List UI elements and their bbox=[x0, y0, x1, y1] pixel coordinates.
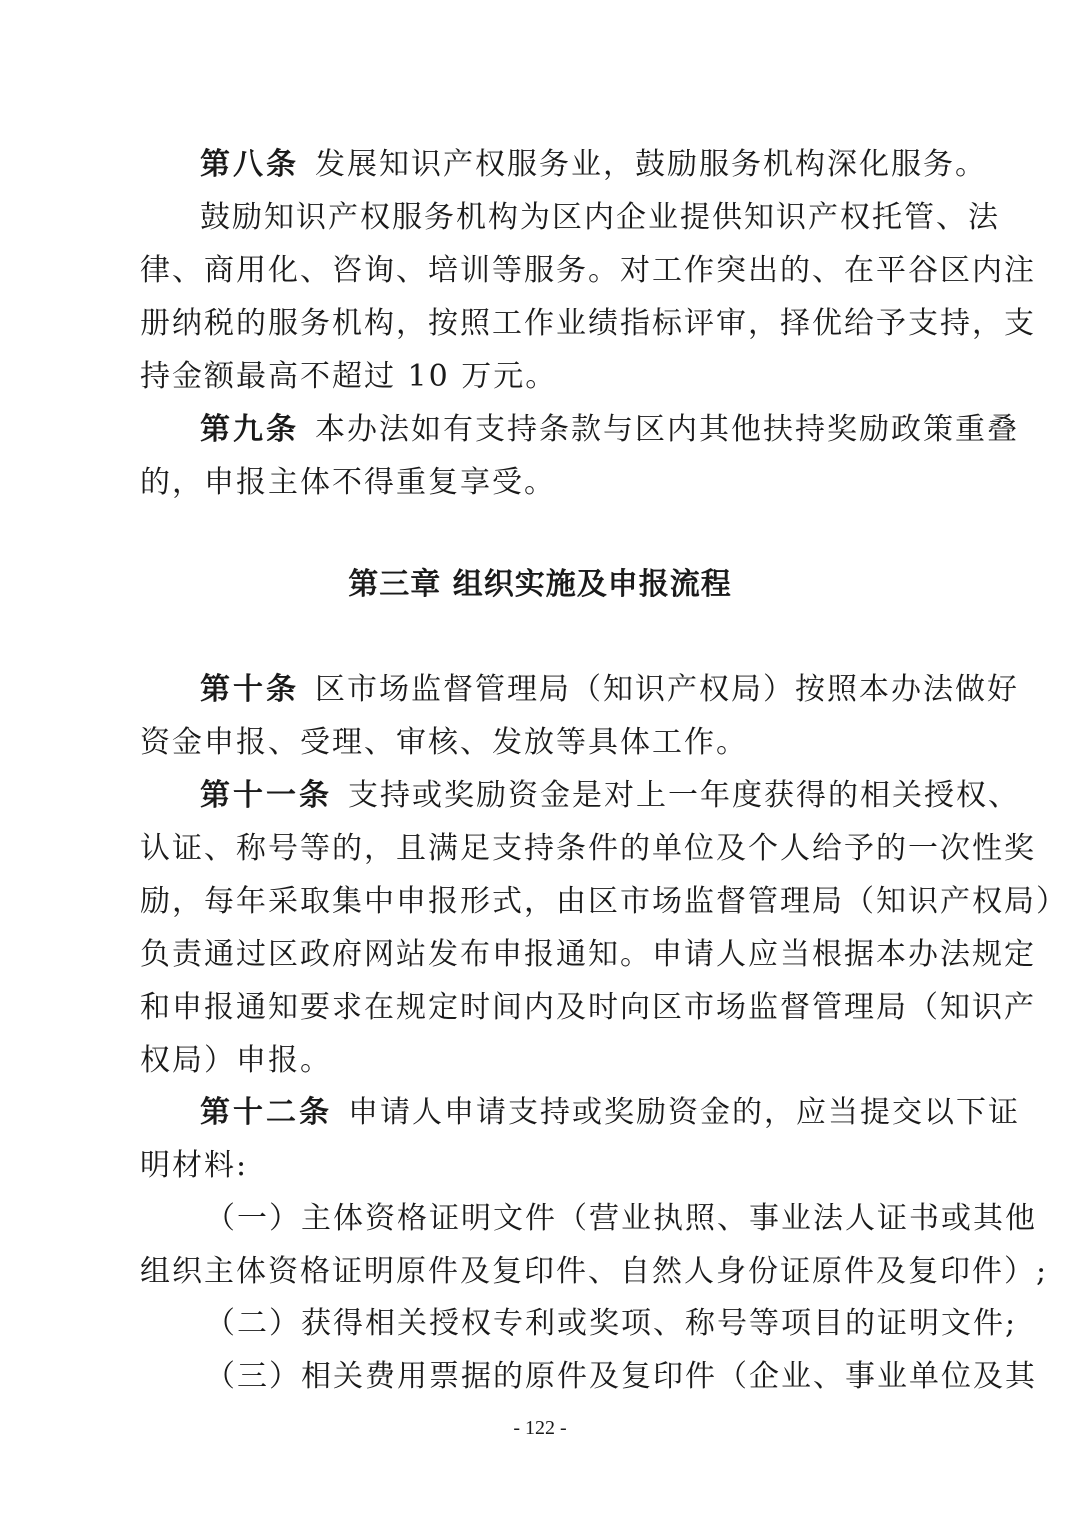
article-9-line-2: 的，申报主体不得重复享受。 bbox=[140, 465, 556, 500]
article-8-para-2-line-3: 册纳税的服务机构，按照工作业绩指标评审，择优给予支持，支 bbox=[140, 306, 1036, 341]
article-8-para-2-line-4: 持金额最高不超过 10 万元。 bbox=[140, 359, 558, 394]
article-12-item-1-line-2: 组织主体资格证明原件及复印件、自然人身份证原件及复印件）; bbox=[140, 1254, 1049, 1289]
article-12-item-2-line-1: （二）获得相关授权专利或奖项、称号等项目的证明文件; bbox=[205, 1306, 1018, 1341]
article-10-line-2: 资金申报、受理、审核、发放等具体工作。 bbox=[140, 725, 748, 760]
article-10-line-1 bbox=[200, 670, 1019, 710]
article-12-item-1-line-1: （一）主体资格证明文件（营业执照、事业法人证书或其他 bbox=[205, 1201, 1037, 1236]
article-11-line-3: 励，每年采取集中申报形式，由区市场监督管理局（知识产权局） bbox=[140, 884, 1068, 919]
article-8-para-2-line-2: 律、商用化、咨询、培训等服务。对工作突出的、在平谷区内注 bbox=[140, 253, 1036, 288]
article-11-title: 第十一条 bbox=[200, 778, 332, 813]
article-11-line-5: 和申报通知要求在规定时间内及时向区市场监督管理局（知识产 bbox=[140, 990, 1036, 1025]
article-11-line-1 bbox=[200, 776, 1020, 816]
article-12-item-3-line-1: （三）相关费用票据的原件及复印件（企业、事业单位及其 bbox=[205, 1359, 1037, 1394]
article-8-para-2-line-1: 鼓励知识产权服务机构为区内企业提供知识产权托管、法 bbox=[200, 200, 1000, 235]
article-12-text: 申请人申请支持或奖励资金的，应当提交以下证 bbox=[348, 1095, 1020, 1130]
article-10-text: 区市场监督管理局（知识产权局）按照本办法做好 bbox=[315, 672, 1019, 707]
article-11-line-4: 负责通过区政府网站发布申报通知。申请人应当根据本办法规定 bbox=[140, 937, 1036, 972]
article-12-title: 第十二条 bbox=[200, 1095, 332, 1130]
article-10-title: 第十条 bbox=[200, 672, 299, 707]
article-9-title: 第九条 bbox=[200, 412, 299, 447]
article-12-line-1 bbox=[200, 1093, 1020, 1133]
article-9-text: 本办法如有支持条款与区内其他扶持奖励政策重叠 bbox=[315, 412, 1019, 447]
page-number: - 122 - bbox=[513, 1417, 567, 1439]
article-11-line-2: 认证、称号等的，且满足支持条件的单位及个人给予的一次性奖 bbox=[140, 831, 1036, 866]
article-8-title: 第八条 bbox=[200, 147, 299, 182]
article-8-text: 发展知识产权服务业，鼓励服务机构深化服务。 bbox=[315, 147, 987, 182]
article-11-line-6: 权局）申报。 bbox=[140, 1043, 332, 1078]
article-11-text: 支持或奖励资金是对上一年度获得的相关授权、 bbox=[348, 778, 1020, 813]
article-9-line-1 bbox=[200, 410, 1019, 450]
chapter-3-heading: 第三章 组织实施及申报流程 bbox=[348, 567, 732, 602]
article-12-line-2: 明材料: bbox=[140, 1148, 249, 1183]
article-8-line-1 bbox=[200, 145, 987, 185]
